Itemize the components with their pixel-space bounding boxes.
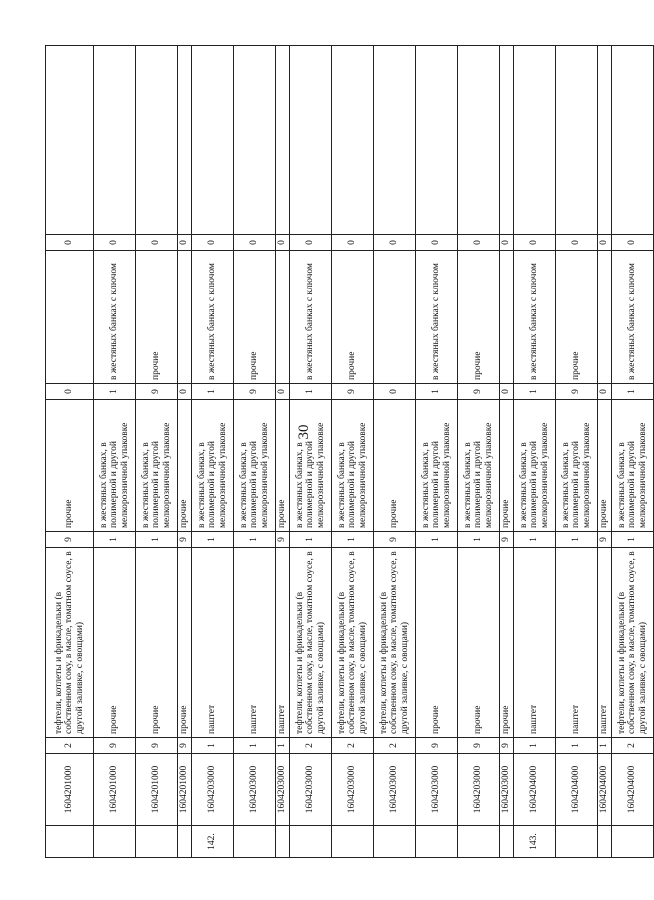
- packaging-detail-cell: прочие: [332, 251, 374, 384]
- packaging-detail-cell: [500, 251, 514, 384]
- description-cell: прочие: [94, 548, 136, 738]
- digit-cell: 1: [416, 532, 458, 548]
- digit-cell: 1: [94, 532, 136, 548]
- digit-cell: 1: [416, 384, 458, 400]
- packaging-detail-cell: в жестяных банках с ключом: [612, 251, 654, 384]
- digit-cell: 1: [556, 738, 598, 754]
- digit-cell: 2: [46, 738, 94, 754]
- code-cell: 1604204000: [514, 754, 556, 826]
- packaging-cell: прочие: [46, 400, 94, 532]
- description-cell: тефтели, котлеты и фрикадельки (в собственном соку, в масле, томатном соусе, в другой заливке, с овощами): [612, 548, 654, 738]
- description-cell: паштет: [556, 548, 598, 738]
- packaging-cell: в жестяных банках, в полимерной и другой мелкорозничной упаковке: [332, 400, 374, 532]
- row-number-cell: [178, 826, 192, 858]
- row-number-cell: [136, 826, 178, 858]
- digit-cell: 2: [290, 738, 332, 754]
- code-cell: 1604204000: [598, 754, 612, 826]
- rotated-table-container: [45, 46, 648, 858]
- digit-cell: 1: [556, 532, 598, 548]
- table-row: [458, 46, 500, 858]
- description-cell: тефтели, котлеты и фрикадельки (в собственном соку, в масле, томатном соусе, в другой заливке, с овощами): [290, 548, 332, 738]
- digit-cell: 0: [514, 235, 556, 251]
- code-cell: 1604203000: [192, 754, 234, 826]
- digit-cell: 1: [290, 532, 332, 548]
- digit-cell: 9: [458, 738, 500, 754]
- digit-cell: 1: [234, 738, 276, 754]
- table-row: [332, 46, 374, 858]
- extra-cell: [598, 46, 612, 235]
- description-cell: прочие: [458, 548, 500, 738]
- packaging-detail-cell: в жестяных банках с ключом: [290, 251, 332, 384]
- digit-cell: 0: [556, 235, 598, 251]
- extra-cell: [514, 46, 556, 235]
- digit-cell: 0: [500, 384, 514, 400]
- table-row: [178, 46, 192, 858]
- digit-cell: 9: [500, 738, 514, 754]
- table-row: [514, 46, 556, 858]
- code-cell: 1604203000: [416, 754, 458, 826]
- table-row: [46, 46, 94, 858]
- packaging-cell: в жестяных банках, в полимерной и другой мелкорозничной упаковке: [94, 400, 136, 532]
- extra-cell: [290, 46, 332, 235]
- table-row: [374, 46, 416, 858]
- classification-table: [45, 45, 654, 858]
- packaging-detail-cell: прочие: [234, 251, 276, 384]
- extra-cell: [500, 46, 514, 235]
- row-number-cell: [276, 826, 290, 858]
- packaging-detail-cell: [178, 251, 192, 384]
- description-cell: прочие: [416, 548, 458, 738]
- row-number-cell: [458, 826, 500, 858]
- digit-cell: 1: [136, 532, 178, 548]
- packaging-cell: в жестяных банках, в полимерной и другой мелкорозничной упаковке: [458, 400, 500, 532]
- code-cell: 1604203000: [234, 754, 276, 826]
- packaging-cell: в жестяных банках, в полимерной и другой мелкорозничной упаковке: [136, 400, 178, 532]
- description-cell: прочие: [136, 548, 178, 738]
- digit-cell: 1: [192, 532, 234, 548]
- digit-cell: 9: [136, 738, 178, 754]
- digit-cell: 0: [94, 235, 136, 251]
- digit-cell: 0: [374, 235, 416, 251]
- table-row: [598, 46, 612, 858]
- packaging-cell: прочие: [374, 400, 416, 532]
- table-row: [290, 46, 332, 858]
- code-cell: 1604201000: [136, 754, 178, 826]
- code-cell: 1604204000: [612, 754, 654, 826]
- extra-cell: [276, 46, 290, 235]
- table-row: [416, 46, 458, 858]
- digit-cell: 0: [178, 384, 192, 400]
- row-number-cell: [94, 826, 136, 858]
- description-cell: паштет: [234, 548, 276, 738]
- row-number-cell: 142.: [192, 826, 234, 858]
- digit-cell: 2: [332, 738, 374, 754]
- digit-cell: 9: [234, 384, 276, 400]
- packaging-detail-cell: [598, 251, 612, 384]
- table-row: [94, 46, 136, 858]
- packaging-detail-cell: в жестяных банках с ключом: [94, 251, 136, 384]
- digit-cell: 1: [94, 384, 136, 400]
- description-cell: паштет: [598, 548, 612, 738]
- extra-cell: [556, 46, 598, 235]
- packaging-cell: прочие: [178, 400, 192, 532]
- digit-cell: 0: [612, 235, 654, 251]
- table-row: [192, 46, 234, 858]
- digit-cell: 1: [332, 532, 374, 548]
- digit-cell: 0: [416, 235, 458, 251]
- extra-cell: [458, 46, 500, 235]
- digit-cell: 9: [500, 532, 514, 548]
- description-cell: тефтели, котлеты и фрикадельки (в собственном соку, в масле, томатном соусе, в другой заливке, с овощами): [374, 548, 416, 738]
- packaging-cell: в жестяных банках, в полимерной и другой мелкорозничной упаковке: [416, 400, 458, 532]
- row-number-cell: [46, 826, 94, 858]
- digit-cell: 0: [276, 235, 290, 251]
- code-cell: 1604201000: [46, 754, 94, 826]
- extra-cell: [332, 46, 374, 235]
- extra-cell: [94, 46, 136, 235]
- packaging-detail-cell: в жестяных банках с ключом: [192, 251, 234, 384]
- digit-cell: 1: [514, 738, 556, 754]
- row-number-cell: [332, 826, 374, 858]
- extra-cell: [234, 46, 276, 235]
- digit-cell: 9: [136, 384, 178, 400]
- packaging-detail-cell: прочие: [136, 251, 178, 384]
- digit-cell: 1: [514, 384, 556, 400]
- code-cell: 1604203000: [290, 754, 332, 826]
- digit-cell: 1: [458, 532, 500, 548]
- row-number-cell: [234, 826, 276, 858]
- packaging-detail-cell: в жестяных банках с ключом: [416, 251, 458, 384]
- packaging-cell: в жестяных банках, в полимерной и другой мелкорозничной упаковке: [612, 400, 654, 532]
- packaging-detail-cell: [276, 251, 290, 384]
- row-number-cell: [500, 826, 514, 858]
- digit-cell: 0: [598, 384, 612, 400]
- digit-cell: 1: [192, 384, 234, 400]
- description-cell: паштет: [276, 548, 290, 738]
- packaging-detail-cell: [374, 251, 416, 384]
- code-cell: 1604203000: [374, 754, 416, 826]
- digit-cell: 0: [46, 235, 94, 251]
- extra-cell: [46, 46, 94, 235]
- digit-cell: 9: [332, 384, 374, 400]
- digit-cell: 1: [598, 738, 612, 754]
- code-cell: 1604203000: [276, 754, 290, 826]
- packaging-detail-cell: [46, 251, 94, 384]
- extra-cell: [374, 46, 416, 235]
- code-cell: 1604204000: [556, 754, 598, 826]
- extra-cell: [612, 46, 654, 235]
- row-number-cell: [612, 826, 654, 858]
- code-cell: 1604203000: [332, 754, 374, 826]
- digit-cell: 9: [556, 384, 598, 400]
- packaging-cell: в жестяных банках, в полимерной и другой мелкорозничной упаковке: [514, 400, 556, 532]
- packaging-cell: в жестяных банках, в полимерной и другой мелкорозничной упаковке: [192, 400, 234, 532]
- row-number-cell: [290, 826, 332, 858]
- packaging-cell: в жестяных банках, в полимерной и другой мелкорозничной упаковке: [290, 400, 332, 532]
- digit-cell: 0: [234, 235, 276, 251]
- packaging-cell: в жестяных банках, в полимерной и другой мелкорозничной упаковке: [234, 400, 276, 532]
- digit-cell: 0: [500, 235, 514, 251]
- page-number: 30: [296, 424, 312, 440]
- row-number-cell: [556, 826, 598, 858]
- digit-cell: 0: [136, 235, 178, 251]
- packaging-cell: в жестяных банках, в полимерной и другой мелкорозничной упаковке: [556, 400, 598, 532]
- code-cell: 1604203000: [458, 754, 500, 826]
- code-cell: 1604201000: [94, 754, 136, 826]
- row-number-cell: [416, 826, 458, 858]
- packaging-detail-cell: в жестяных банках с ключом: [514, 251, 556, 384]
- extra-cell: [416, 46, 458, 235]
- digit-cell: 1: [514, 532, 556, 548]
- digit-cell: 1: [234, 532, 276, 548]
- row-number-cell: [374, 826, 416, 858]
- digit-cell: 0: [598, 235, 612, 251]
- digit-cell: 1: [276, 738, 290, 754]
- digit-cell: 1: [290, 384, 332, 400]
- table-row: [612, 46, 654, 858]
- digit-cell: 9: [94, 738, 136, 754]
- extra-cell: [192, 46, 234, 235]
- description-cell: паштет: [514, 548, 556, 738]
- packaging-detail-cell: прочие: [556, 251, 598, 384]
- digit-cell: 9: [46, 532, 94, 548]
- digit-cell: 1: [612, 384, 654, 400]
- code-cell: 1604201000: [178, 754, 192, 826]
- digit-cell: 9: [458, 384, 500, 400]
- row-number-cell: [598, 826, 612, 858]
- description-cell: тефтели, котлеты и фрикадельки (в собственном соку, в масле, томатном соусе, в другой заливке, с овощами): [332, 548, 374, 738]
- digit-cell: 0: [458, 235, 500, 251]
- digit-cell: 2: [612, 738, 654, 754]
- table-row: [500, 46, 514, 858]
- digit-cell: 0: [276, 384, 290, 400]
- digit-cell: 0: [178, 235, 192, 251]
- digit-cell: 9: [178, 738, 192, 754]
- digit-cell: 9: [598, 532, 612, 548]
- packaging-cell: прочие: [598, 400, 612, 532]
- packaging-cell: прочие: [500, 400, 514, 532]
- digit-cell: 9: [416, 738, 458, 754]
- row-number-cell: 143.: [514, 826, 556, 858]
- description-cell: тефтели, котлеты и фрикадельки (в собственном соку, в масле, томатном соусе, в другой заливке, с овощами): [46, 548, 94, 738]
- digit-cell: 9: [374, 532, 416, 548]
- digit-cell: 0: [46, 384, 94, 400]
- extra-cell: [136, 46, 178, 235]
- extra-cell: [178, 46, 192, 235]
- table-row: [234, 46, 276, 858]
- packaging-detail-cell: прочие: [458, 251, 500, 384]
- digit-cell: 1: [192, 738, 234, 754]
- description-cell: прочие: [178, 548, 192, 738]
- table-row: [136, 46, 178, 858]
- digit-cell: 9: [178, 532, 192, 548]
- table-row: [556, 46, 598, 858]
- digit-cell: 1: [612, 532, 654, 548]
- digit-cell: 2: [374, 738, 416, 754]
- packaging-cell: прочие: [276, 400, 290, 532]
- digit-cell: 0: [332, 235, 374, 251]
- digit-cell: 0: [192, 235, 234, 251]
- digit-cell: 0: [290, 235, 332, 251]
- digit-cell: 0: [374, 384, 416, 400]
- description-cell: паштет: [192, 548, 234, 738]
- digit-cell: 9: [276, 532, 290, 548]
- table-body: [46, 46, 654, 858]
- table-row: [276, 46, 290, 858]
- code-cell: 1604203000: [500, 754, 514, 826]
- description-cell: прочие: [500, 548, 514, 738]
